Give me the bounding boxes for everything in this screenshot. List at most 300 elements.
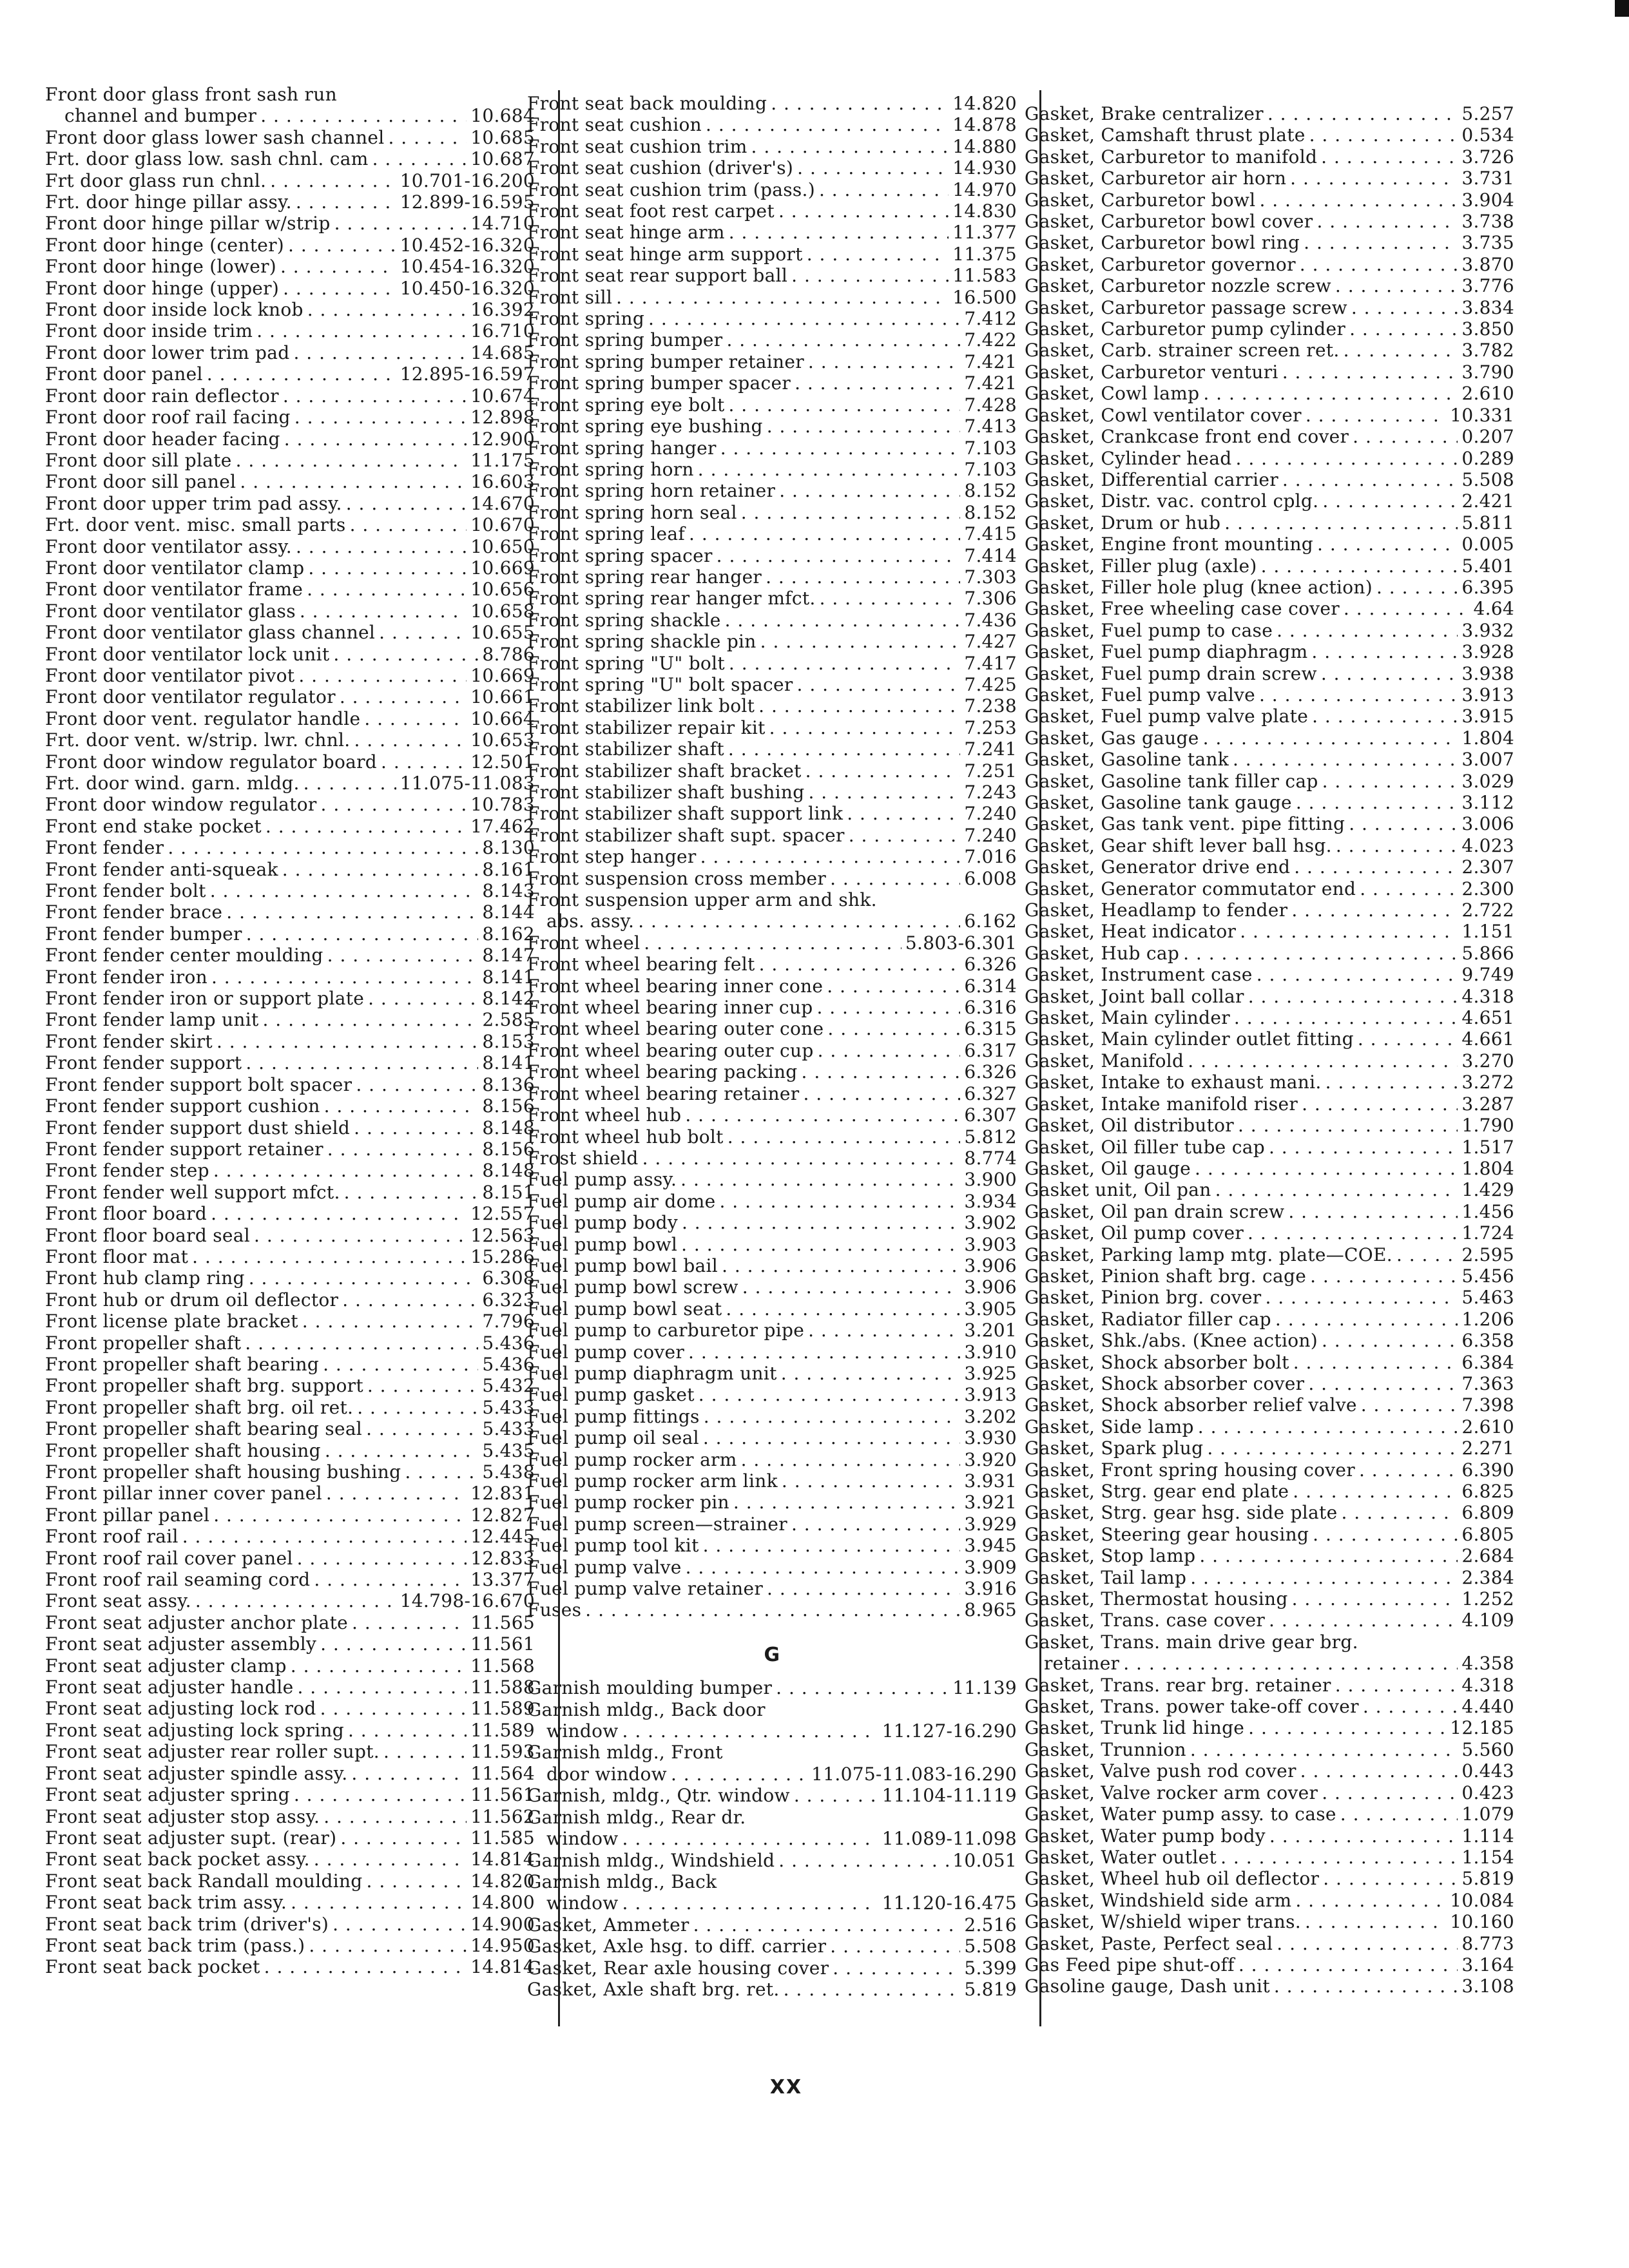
entry-reference: 4.440 bbox=[1461, 1696, 1514, 1718]
index-entry bbox=[527, 157, 1017, 178]
entry-reference: 2.384 bbox=[1461, 1566, 1514, 1588]
entry-reference: 6.358 bbox=[1461, 1330, 1514, 1352]
entry-reference: 3.726 bbox=[1461, 146, 1514, 168]
entry-reference: 14.830 bbox=[952, 200, 1017, 222]
entry-name: Front seat assy. bbox=[45, 1590, 191, 1612]
entry-name: Gasket, Generator commutator end bbox=[1025, 878, 1356, 899]
entry-name: Front seat hinge arm support bbox=[527, 243, 803, 265]
entry-reference: 8.144 bbox=[482, 901, 535, 923]
index-entry bbox=[527, 997, 1017, 1018]
dot-leader bbox=[1335, 275, 1458, 296]
entry-reference: 10.783 bbox=[470, 794, 535, 816]
dot-leader bbox=[688, 1341, 960, 1363]
index-entry bbox=[1025, 749, 1514, 770]
entry-name: Front door glass front sash run bbox=[45, 84, 337, 105]
entry-reference: 0.534 bbox=[1461, 124, 1514, 146]
entry-reference: 2.610 bbox=[1461, 1416, 1514, 1437]
entry-reference: 7.413 bbox=[964, 416, 1017, 437]
index-entry bbox=[1025, 405, 1514, 426]
dot-leader bbox=[340, 1827, 467, 1849]
entry-reference: 7.421 bbox=[964, 351, 1017, 372]
entry-reference: 12.898 bbox=[470, 407, 535, 428]
dot-leader bbox=[1234, 1007, 1458, 1028]
dot-leader bbox=[728, 738, 960, 760]
entry-reference: 10.452-16.320 bbox=[400, 234, 535, 256]
entry-name: Fuel pump bowl screw bbox=[527, 1276, 738, 1298]
dot-leader bbox=[283, 385, 467, 407]
entry-reference: 7.238 bbox=[964, 695, 1017, 717]
entry-reference: 6.390 bbox=[1461, 1459, 1514, 1481]
entry-name: Gasket, Manifold bbox=[1025, 1050, 1184, 1072]
index-entry bbox=[1025, 1137, 1514, 1158]
dot-leader bbox=[304, 773, 396, 794]
index-entry bbox=[45, 837, 535, 858]
entry-reference: 10.669 bbox=[470, 557, 535, 579]
entry-name: Gasket, Valve push rod cover bbox=[1025, 1760, 1296, 1782]
entry-name: Front spring bbox=[527, 308, 645, 330]
entry-name: Gasket, Gear shift lever ball hsg. bbox=[1025, 834, 1332, 856]
entry-name: Garnish, mldg., Qtr. window bbox=[527, 1785, 790, 1807]
index-entry bbox=[527, 1191, 1017, 1212]
dot-leader bbox=[781, 1363, 961, 1384]
dot-leader bbox=[297, 1677, 467, 1698]
index-entry bbox=[45, 1892, 535, 1913]
entry-reference: 5.435 bbox=[482, 1439, 535, 1461]
index-entry bbox=[45, 1763, 535, 1784]
entry-reference: 12.827 bbox=[470, 1504, 535, 1526]
dot-leader bbox=[1233, 749, 1458, 770]
dot-leader bbox=[1341, 1502, 1458, 1523]
entry-reference: 6.809 bbox=[1461, 1502, 1514, 1524]
dot-leader bbox=[1300, 1760, 1458, 1782]
index-entry bbox=[1025, 727, 1514, 749]
dot-leader bbox=[729, 653, 960, 674]
dot-leader bbox=[741, 502, 961, 523]
entry-reference: 3.945 bbox=[964, 1535, 1017, 1557]
index-entry bbox=[527, 1914, 1017, 1936]
entry-name: Gasket, Pinion brg. cover bbox=[1025, 1287, 1262, 1309]
index-entry bbox=[1025, 620, 1514, 641]
dot-leader bbox=[1360, 878, 1458, 899]
entry-reference: 6.317 bbox=[964, 1039, 1017, 1061]
dot-leader bbox=[1215, 1179, 1458, 1200]
entry-name: Front spring "U" bolt spacer bbox=[527, 673, 793, 695]
index-entry bbox=[1025, 1975, 1514, 1997]
dot-leader bbox=[254, 1225, 467, 1246]
entry-name: Front seat back trim assy. bbox=[45, 1892, 287, 1914]
entry-name: Front door roof rail facing bbox=[45, 407, 291, 428]
entry-reference: 10.669 bbox=[470, 664, 535, 686]
dot-leader bbox=[622, 1720, 878, 1742]
entry-reference: 14.820 bbox=[952, 93, 1017, 114]
entry-reference: 3.731 bbox=[1461, 168, 1514, 189]
index-entry bbox=[1025, 383, 1514, 404]
index-column-3 bbox=[1025, 103, 1514, 1997]
entry-reference: 4.318 bbox=[1461, 985, 1514, 1007]
index-entry bbox=[45, 256, 535, 277]
index-entry bbox=[1025, 103, 1514, 124]
entry-reference: 7.240 bbox=[964, 824, 1017, 846]
entry-name: Front sill bbox=[527, 286, 613, 308]
index-entry bbox=[1025, 1330, 1514, 1351]
dot-leader bbox=[767, 1578, 960, 1599]
entry-reference: 8.141 bbox=[482, 966, 535, 988]
entry-name: Gasket, Windshield side arm bbox=[1025, 1889, 1292, 1911]
index-entry bbox=[527, 803, 1017, 824]
entry-reference: 6.384 bbox=[1461, 1351, 1514, 1373]
entry-reference: 6.008 bbox=[964, 867, 1017, 889]
entry-name: Gasket, Carburetor bowl ring bbox=[1025, 232, 1300, 254]
entry-name: Frt. door vent. misc. small parts bbox=[45, 514, 346, 536]
entry-name: window bbox=[546, 1828, 619, 1850]
entry-name: Front seat adjuster spring bbox=[45, 1784, 290, 1806]
entry-reference: 3.900 bbox=[964, 1169, 1017, 1191]
index-entry bbox=[527, 1427, 1017, 1448]
entry-name: Front spring bumper bbox=[527, 329, 723, 351]
entry-reference: 6.825 bbox=[1461, 1481, 1514, 1502]
dot-leader bbox=[211, 966, 478, 988]
index-entry bbox=[45, 665, 535, 686]
dot-leader bbox=[217, 1031, 478, 1052]
index-entry bbox=[1025, 254, 1514, 275]
entry-reference: 8.142 bbox=[482, 988, 535, 1010]
dot-leader bbox=[1313, 1524, 1458, 1545]
dot-leader bbox=[622, 1892, 878, 1914]
index-entry bbox=[527, 459, 1017, 480]
entry-name: Front spring rear hanger mfct. bbox=[527, 588, 816, 610]
index-entry bbox=[45, 536, 535, 557]
index-entry bbox=[1025, 921, 1514, 942]
entry-reference: 4.358 bbox=[1461, 1653, 1514, 1675]
entry-reference: 4.109 bbox=[1461, 1610, 1514, 1631]
entry-reference: 3.270 bbox=[1461, 1050, 1514, 1072]
entry-reference: 8.152 bbox=[964, 480, 1017, 502]
entry-reference: 7.427 bbox=[964, 631, 1017, 653]
index-entry bbox=[527, 179, 1017, 200]
entry-reference: 11.562 bbox=[470, 1805, 535, 1827]
entry-reference: 10.656 bbox=[470, 579, 535, 601]
entry-name: Gasket, Water pump assy. to case bbox=[1025, 1803, 1336, 1825]
index-entry bbox=[45, 751, 535, 773]
entry-name: Front seat foot rest carpet bbox=[527, 200, 775, 222]
dot-leader bbox=[1183, 943, 1458, 964]
dot-leader bbox=[807, 244, 949, 265]
entry-name: Front seat back pocket bbox=[45, 1956, 260, 1978]
dot-leader bbox=[307, 579, 467, 600]
entry-reference: 3.738 bbox=[1461, 211, 1514, 233]
entry-reference: 11.175 bbox=[470, 449, 535, 471]
index-entry bbox=[527, 782, 1017, 803]
entry-name: Fuel pump gasket bbox=[527, 1384, 695, 1406]
entry-name: Front fender well support mfct. bbox=[45, 1181, 340, 1203]
index-entry bbox=[527, 932, 1017, 954]
dot-leader bbox=[686, 1557, 961, 1578]
dot-leader bbox=[833, 1957, 960, 1979]
dot-leader bbox=[779, 480, 960, 501]
entry-reference: 3.925 bbox=[964, 1362, 1017, 1384]
index-entry bbox=[45, 1612, 535, 1633]
index-entry bbox=[1025, 361, 1514, 383]
dot-leader bbox=[1293, 1481, 1458, 1502]
entry-name: Front propeller shaft bearing seal bbox=[45, 1418, 363, 1440]
dot-leader bbox=[302, 1311, 479, 1332]
index-entry bbox=[1025, 1653, 1514, 1674]
index-entry bbox=[1025, 1588, 1514, 1610]
entry-name: Front spring horn seal bbox=[527, 501, 737, 523]
entry-name: Front door ventilator clamp bbox=[45, 557, 305, 579]
index-entry bbox=[1025, 340, 1514, 361]
entry-reference: 3.108 bbox=[1461, 1975, 1514, 1997]
dot-leader bbox=[1302, 1093, 1458, 1115]
dot-leader bbox=[1295, 1890, 1446, 1911]
entry-reference: 5.432 bbox=[482, 1375, 535, 1397]
entry-reference: 14.670 bbox=[470, 492, 535, 514]
index-entry bbox=[527, 1449, 1017, 1470]
entry-name: Fuses bbox=[527, 1599, 582, 1621]
entry-reference: 3.913 bbox=[1461, 684, 1514, 706]
entry-name: Front wheel bearing packing bbox=[527, 1061, 798, 1083]
dot-leader bbox=[314, 1569, 467, 1590]
dot-leader bbox=[622, 1828, 878, 1849]
entry-name: Front hub or drum oil deflector bbox=[45, 1289, 339, 1311]
index-entry bbox=[45, 1569, 535, 1590]
dot-leader bbox=[758, 695, 960, 716]
entry-reference: 2.595 bbox=[1461, 1244, 1514, 1265]
entry-name: Front door sill panel bbox=[45, 471, 236, 493]
index-entry bbox=[527, 1018, 1017, 1039]
dot-leader bbox=[1322, 771, 1458, 792]
dot-leader bbox=[1293, 1352, 1458, 1373]
dot-leader bbox=[342, 1289, 478, 1311]
index-entry bbox=[527, 351, 1017, 372]
entry-reference: 3.782 bbox=[1461, 340, 1514, 361]
entry-reference: 3.915 bbox=[1461, 706, 1514, 727]
dot-leader bbox=[791, 1514, 960, 1535]
dot-leader bbox=[1304, 232, 1458, 253]
index-entry bbox=[1025, 1545, 1514, 1566]
entry-reference: 5.463 bbox=[1461, 1287, 1514, 1309]
index-entry bbox=[1025, 490, 1514, 512]
index-entry bbox=[527, 1384, 1017, 1405]
dot-leader bbox=[1220, 1847, 1458, 1868]
entry-reference: 8.147 bbox=[482, 945, 535, 966]
dot-leader bbox=[808, 1320, 960, 1341]
index-entry bbox=[527, 480, 1017, 501]
entry-name: Gasket, Brake centralizer bbox=[1025, 103, 1264, 124]
entry-reference: 8.161 bbox=[482, 858, 535, 880]
dot-leader bbox=[725, 610, 961, 631]
entry-name: Front roof rail bbox=[45, 1526, 178, 1548]
entry-name: Front seat back moulding bbox=[527, 93, 767, 114]
entry-name: Front fender bumper bbox=[45, 923, 242, 945]
entry-reference: 7.428 bbox=[964, 394, 1017, 416]
dot-leader bbox=[389, 127, 467, 148]
entry-reference: 10.701-16.200 bbox=[400, 169, 535, 191]
index-entry bbox=[45, 407, 535, 428]
index-entry bbox=[45, 686, 535, 707]
dot-leader bbox=[642, 1148, 961, 1169]
index-entry bbox=[1025, 1179, 1514, 1200]
entry-name: Front seat cushion (driver's) bbox=[527, 157, 794, 179]
entry-name: Gasket, Cowl ventilator cover bbox=[1025, 404, 1302, 426]
index-entry bbox=[1025, 1352, 1514, 1373]
entry-reference: 1.724 bbox=[1461, 1222, 1514, 1244]
entry-reference: 14.685 bbox=[470, 341, 535, 363]
index-entry bbox=[45, 342, 535, 363]
index-entry bbox=[1025, 1717, 1514, 1738]
entry-name: Front stabilizer shaft bracket bbox=[527, 760, 802, 782]
entry-reference: 14.820 bbox=[470, 1870, 535, 1892]
dot-leader bbox=[1308, 1373, 1458, 1394]
entry-reference: 10.331 bbox=[1450, 404, 1514, 426]
entry-reference: 8.965 bbox=[964, 1599, 1017, 1621]
index-entry bbox=[527, 1742, 1017, 1763]
entry-reference: 3.904 bbox=[1461, 189, 1514, 211]
entry-reference: 12.445 bbox=[470, 1526, 535, 1548]
dot-leader bbox=[1203, 727, 1458, 749]
entry-reference: 12.563 bbox=[470, 1224, 535, 1246]
entry-name: Front floor board seal bbox=[45, 1224, 251, 1246]
index-entry bbox=[527, 136, 1017, 157]
index-entry bbox=[527, 610, 1017, 631]
entry-reference: 2.271 bbox=[1461, 1437, 1514, 1459]
dot-leader bbox=[249, 1267, 479, 1289]
index-entry bbox=[527, 1871, 1017, 1892]
entry-name: Gasket, Axle hsg. to diff. carrier bbox=[527, 1936, 827, 1957]
entry-reference: 2.300 bbox=[1461, 878, 1514, 899]
index-entry bbox=[527, 1298, 1017, 1320]
index-entry bbox=[45, 1590, 535, 1611]
index-entry bbox=[1025, 189, 1514, 211]
entry-reference: 1.517 bbox=[1461, 1136, 1514, 1158]
entry-reference: 14.878 bbox=[952, 114, 1017, 136]
index-entry bbox=[527, 1083, 1017, 1104]
dot-leader bbox=[344, 1182, 479, 1203]
index-entry bbox=[1025, 1158, 1514, 1179]
index-entry bbox=[45, 278, 535, 299]
index-entry bbox=[1025, 964, 1514, 985]
dot-leader bbox=[648, 308, 960, 329]
entry-reference: 3.006 bbox=[1461, 813, 1514, 835]
dot-leader bbox=[1310, 1265, 1458, 1287]
index-entry bbox=[45, 514, 535, 535]
entry-name: Gasket, Fuel pump to case bbox=[1025, 619, 1273, 641]
entry-reference: 8.156 bbox=[482, 1138, 535, 1160]
index-entry bbox=[45, 213, 535, 234]
entry-name: Gasket, Trans. rear brg. retainer bbox=[1025, 1674, 1331, 1696]
entry-name: Gasket, Wheel hub oil deflector bbox=[1025, 1868, 1320, 1890]
entry-name: Fuel pump bowl seat bbox=[527, 1298, 722, 1320]
dot-leader bbox=[794, 1785, 878, 1806]
index-entry bbox=[527, 545, 1017, 566]
entry-name: Front seat rear support ball bbox=[527, 265, 788, 287]
entry-name: Gasket, Carb. strainer screen ret. bbox=[1025, 340, 1340, 361]
entry-reference: 14.970 bbox=[952, 178, 1017, 200]
index-entry bbox=[527, 1126, 1017, 1148]
index-entry bbox=[45, 601, 535, 622]
dot-leader bbox=[1268, 103, 1458, 124]
index-entry bbox=[45, 1225, 535, 1246]
index-entry bbox=[45, 1720, 535, 1741]
entry-reference: 12.900 bbox=[470, 428, 535, 450]
entry-name: Gasket, Trans. case cover bbox=[1025, 1610, 1266, 1631]
dot-leader bbox=[213, 1504, 467, 1526]
entry-name: Front suspension cross member bbox=[527, 867, 827, 889]
index-entry bbox=[45, 773, 535, 794]
dot-leader bbox=[381, 751, 467, 773]
dot-leader bbox=[1322, 1782, 1458, 1803]
entry-reference: 11.139 bbox=[952, 1677, 1017, 1699]
dot-leader bbox=[367, 1870, 467, 1892]
index-entry bbox=[1025, 1502, 1514, 1523]
dot-leader bbox=[226, 901, 478, 923]
entry-reference: 3.906 bbox=[964, 1254, 1017, 1276]
entry-name: Gasket, Camshaft thrust plate bbox=[1025, 124, 1306, 146]
entry-reference: 7.414 bbox=[964, 544, 1017, 566]
entry-name: Front propeller shaft brg. oil ret. bbox=[45, 1396, 354, 1418]
entry-name: Front seat hinge arm bbox=[527, 222, 725, 244]
entry-name: Gasket, Axle shaft brg. ret. bbox=[527, 1978, 780, 2000]
entry-name: Front seat adjuster spindle assy. bbox=[45, 1762, 348, 1784]
entry-name: Front spring leaf bbox=[527, 523, 686, 545]
index-entry bbox=[1025, 577, 1514, 598]
entry-name: Gasket, Shk./abs. (Knee action) bbox=[1025, 1330, 1318, 1352]
index-entry bbox=[1025, 1072, 1514, 1093]
dot-leader bbox=[1277, 620, 1458, 641]
dot-leader bbox=[296, 536, 467, 557]
entry-reference: 3.938 bbox=[1461, 662, 1514, 684]
index-entry bbox=[527, 954, 1017, 975]
entry-name: Front roof rail cover panel bbox=[45, 1547, 293, 1569]
index-entry bbox=[45, 84, 535, 105]
entry-reference: 5.819 bbox=[1461, 1868, 1514, 1890]
dot-leader bbox=[1349, 813, 1458, 834]
dot-leader bbox=[1316, 211, 1458, 232]
dot-leader bbox=[742, 1276, 961, 1298]
index-entry bbox=[527, 975, 1017, 997]
dot-leader bbox=[288, 235, 396, 256]
entry-reference: 3.870 bbox=[1461, 253, 1514, 275]
entry-name: Gasket, Paste, Perfect seal bbox=[1025, 1932, 1273, 1954]
dot-leader bbox=[1359, 1459, 1458, 1481]
entry-name: Front propeller shaft bbox=[45, 1332, 242, 1354]
dot-leader bbox=[1248, 1222, 1458, 1244]
dot-leader bbox=[847, 803, 960, 824]
dot-leader bbox=[320, 1633, 467, 1655]
entry-name: Front seat back trim (driver's) bbox=[45, 1913, 329, 1935]
dot-leader bbox=[294, 407, 467, 428]
index-entry bbox=[1025, 1868, 1514, 1889]
entry-name: Gasket, Instrument case bbox=[1025, 964, 1253, 986]
dot-leader bbox=[294, 342, 467, 363]
dot-leader bbox=[1340, 1803, 1458, 1825]
index-entry bbox=[527, 1061, 1017, 1082]
entry-name: Gasket, Spark plug bbox=[1025, 1437, 1204, 1459]
index-entry bbox=[45, 1203, 535, 1224]
dot-leader bbox=[820, 588, 961, 609]
index-entry bbox=[527, 653, 1017, 674]
entry-reference: 4.651 bbox=[1461, 1007, 1514, 1029]
index-entry bbox=[527, 265, 1017, 286]
entry-reference: 2.307 bbox=[1461, 856, 1514, 878]
index-entry bbox=[527, 1979, 1017, 2000]
entry-name: Front door hinge (lower) bbox=[45, 256, 276, 278]
dot-leader bbox=[719, 1191, 960, 1212]
entry-reference: 7.243 bbox=[964, 782, 1017, 803]
entry-reference: 5.508 bbox=[1461, 468, 1514, 490]
dot-leader bbox=[644, 932, 901, 954]
index-entry bbox=[1025, 1739, 1514, 1760]
